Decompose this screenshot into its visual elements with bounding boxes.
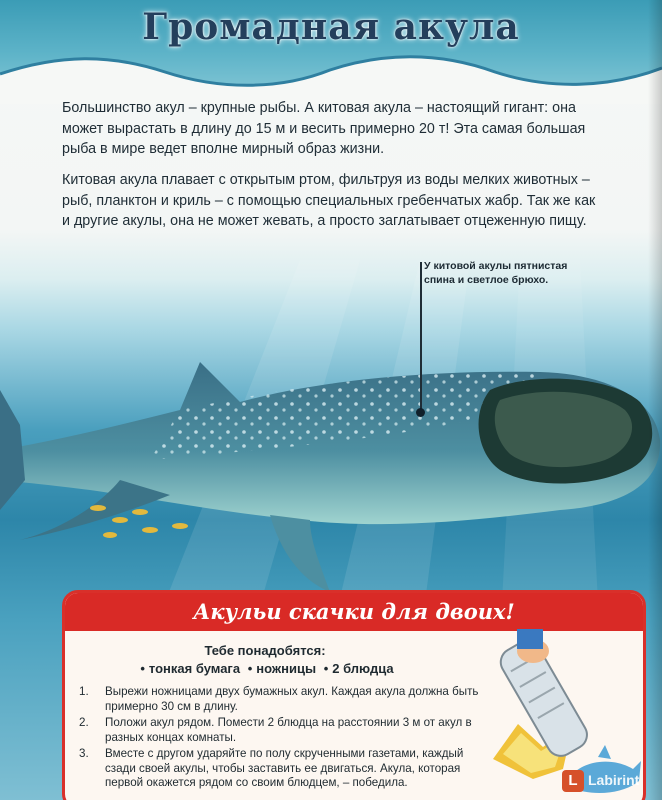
step-number: 2. — [79, 716, 89, 729]
page-fold-shadow — [648, 0, 662, 800]
bullet-icon: • — [323, 661, 329, 676]
need-item: тонкая бумага — [148, 661, 241, 676]
bullet-icon: • — [247, 661, 253, 676]
need-item: 2 блюдца — [332, 661, 394, 676]
intro-paragraph: Большинство акул – крупные рыбы. А китовая акула – настоящий гигант: она может вырастать в длину до 15 м и весить примерно 20 т! Эта самая большая рыба в мире ведет вполне мирный образ жизни. — [62, 100, 586, 157]
wave-decoration — [0, 44, 662, 104]
watermark-text: Labirint — [588, 772, 640, 788]
step-item — [79, 747, 479, 791]
step-text: Вместе с другом ударяйте по полу скрученными газетами, каждый сзади своей акулы, чтобы заставить ее двигаться. Акула, которая первой окажется рядом со своим блюдцем, – победила. — [105, 747, 464, 789]
feeding-paragraph: Китовая акула плавает с открытым ртом, фильтруя из воды мелких животных – рыб, планктон и криль – с помощью специальных гребенчатых жабр. Так же как и другие акулы, она не может жевать, а просто заглатывает отцеженную пищу. — [62, 172, 596, 229]
watermark — [562, 768, 652, 794]
watermark-logo-icon: L — [562, 770, 584, 792]
step-text: Положи акул рядом. Помести 2 блюдца на расстоянии 3 м от акул в разных концах комнаты. — [105, 716, 472, 744]
callout-pointer-dot — [416, 408, 425, 417]
bullet-icon: • — [140, 661, 145, 676]
needs-list — [65, 661, 465, 676]
callout-pointer-line — [420, 262, 422, 412]
callout-caption: У китовой акулы пятнистая спина и светлое брюхо. — [424, 260, 568, 286]
activity-title: Акульи скачки для двоих! — [65, 593, 643, 631]
step-number: 3. — [79, 747, 89, 760]
whale-shark-illustration — [0, 330, 662, 610]
step-text: Вырежи ножницами двух бумажных акул. Каждая акула должна быть примерно 30 см в длину. — [105, 685, 479, 713]
step-item — [79, 716, 479, 745]
instruction-steps — [79, 685, 479, 793]
step-item — [79, 685, 479, 714]
need-item: ножницы — [256, 661, 317, 676]
page-title: Громадная акула — [142, 6, 520, 48]
step-number: 1. — [79, 685, 89, 698]
needs-title: Тебе понадобятся: — [204, 643, 326, 658]
activity-box — [62, 590, 646, 800]
